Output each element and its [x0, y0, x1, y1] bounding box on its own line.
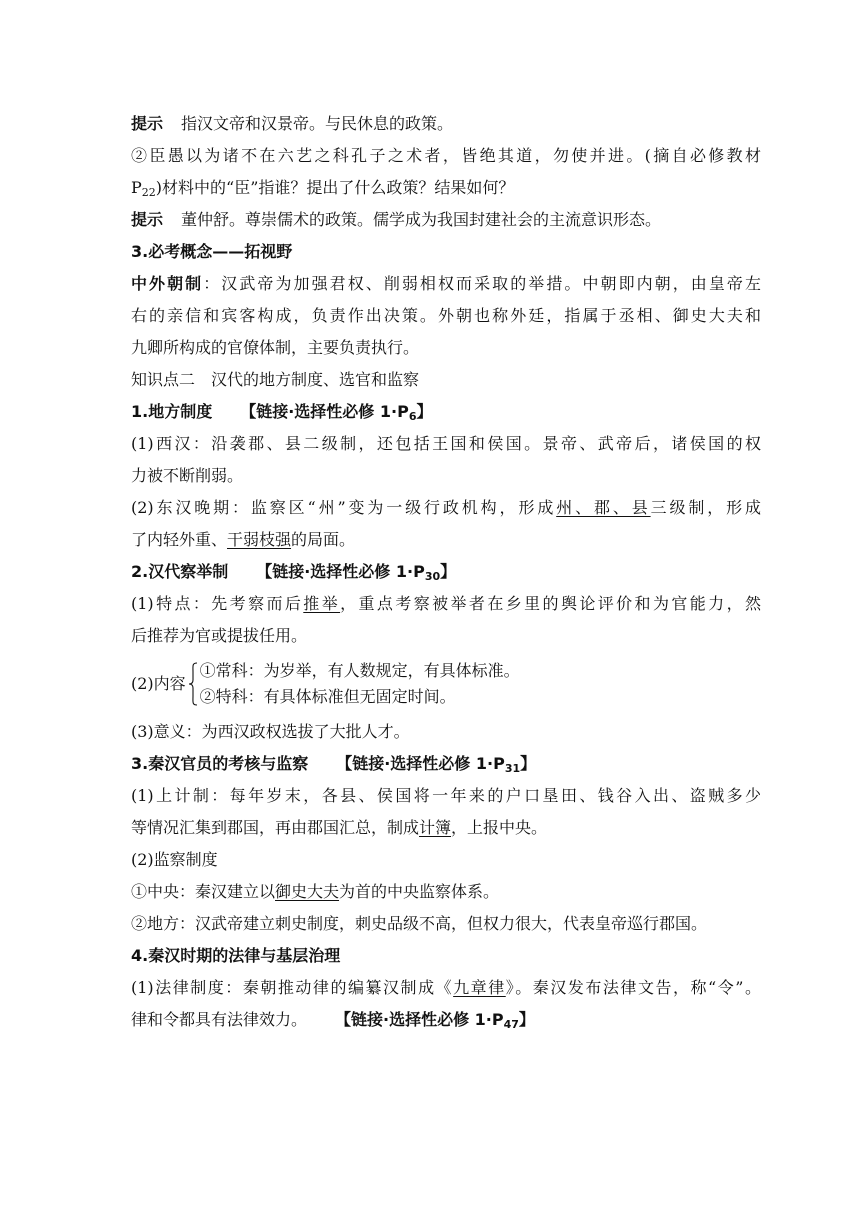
para-eastern-han-cont: 了内轻外重、干弱枝强的局面。: [131, 530, 356, 549]
para-chaju-feature-cont: 后推荐为官或提拔任用。: [131, 626, 308, 645]
para-supervision: (2)监察制度: [131, 850, 218, 869]
underlined-answer: 推举: [303, 594, 341, 613]
para-chaju-meaning: (3)意义：为西汉政权选拔了大批人才。: [131, 722, 410, 741]
brace-item-1: ①常科：为岁举，有人数规定，有具体标准。: [199, 661, 520, 680]
brace-icon: [188, 662, 198, 706]
document-page: [131, 108, 761, 1036]
para-western-han-cont: 力被不断削弱。: [131, 466, 244, 485]
underlined-answer: 州、郡、县: [556, 498, 651, 517]
textbook-link: 【链接·选择性必修 $1\cdot P_6$】: [240, 402, 433, 423]
section-heading-law: 4.秦汉时期的法律与基层治理: [131, 946, 341, 965]
brace-label: (2)内容: [131, 674, 186, 693]
para-shangji: (1)上计制：每年岁末，各县、侯国将一年来的户口垦田、钱谷入出、盗贼多少: [131, 786, 761, 805]
textbook-link: 【链接·选择性必修 $1\cdot P_{47}$】: [335, 1010, 535, 1031]
hint-line-2: [131, 204, 761, 236]
hint-label: 提示: [131, 210, 164, 229]
section-heading-concept: 3.必考概念——拓视野: [131, 242, 293, 261]
section-heading-local-system: 1.地方制度 【链接·选择性必修 $1\cdot P_6$】: [131, 402, 433, 423]
textbook-link: 【链接·选择性必修 $1\cdot P_{30}$】: [256, 562, 457, 583]
section-heading-chaju: 2.汉代察举制 【链接·选择性必修 $1\cdot P_{30}$】: [131, 562, 457, 583]
hint-label: 提示: [131, 114, 164, 133]
brace-item-2: ②特科：有具体标准但无固定时间。: [199, 687, 456, 706]
para-shangji-cont: 等情况汇集到郡国，再由郡国汇总，制成计簿，上报中央。: [131, 818, 548, 837]
para-western-han: (1)西汉：沿袭郡、县二级制，还包括王国和侯国。景帝、武帝后，诸侯国的权: [131, 434, 761, 453]
para-chaju-feature: (1)特点：先考察而后推举，重点考察被举者在乡里的舆论评价和为官能力，然: [131, 594, 761, 613]
knowledge-point-title: 知识点二 汉代的地方制度、选官和监察: [131, 370, 420, 389]
underlined-answer: 计簿: [419, 818, 452, 837]
para-local: ②地方：汉武帝建立刺史制度，刺史品级不高，但权力很大，代表皇帝巡行郡国。: [131, 914, 708, 933]
hint-text: 董仲舒。尊崇儒术的政策。儒学成为我国封建社会的主流意识形态。: [181, 210, 662, 229]
para-law: (1)法律制度：秦朝推动律的编纂汉制成《九章律》。秦汉发布法律文告，称“令”。: [131, 978, 761, 997]
hint-line-1: [131, 108, 761, 140]
question-line: $P_{22}$)材料中的“臣”指谁？提出了什么政策？结果如何？: [131, 178, 515, 199]
underlined-answer: 干弱枝强: [227, 530, 292, 549]
hint-text: 指汉文帝和汉景帝。与民休息的政策。: [181, 114, 454, 133]
textbook-link: 【链接·选择性必修 $1\cdot P_{31}$】: [336, 754, 537, 775]
underlined-answer: 九章律: [453, 978, 506, 997]
chaju-content-brace: [131, 652, 761, 716]
concept-line-2: 右的亲信和宾客构成，负责作出决策。外朝也称外廷，指属于丞相、御史大夫和: [131, 306, 761, 325]
para-eastern-han: (2)东汉晚期：监察区“州”变为一级行政机构，形成州、郡、县三级制，形成: [131, 498, 761, 517]
concept-line-3: 九卿所构成的官僚体制，主要负责执行。: [131, 338, 420, 357]
quote-text: ②臣愚以为诸不在六艺之科孔子之术者，皆绝其道，勿使并进。(摘自必修教材: [131, 146, 761, 165]
para-law-cont: 律和令都具有法律效力。 【链接·选择性必修 $1\cdot P_{47}$】: [131, 1010, 535, 1031]
quote-line: [131, 140, 761, 172]
para-central: ①中央：秦汉建立以御史大夫为首的中央监察体系。: [131, 882, 500, 901]
underlined-answer: 御史大夫: [275, 882, 340, 901]
section-heading-assessment: 3.秦汉官员的考核与监察 【链接·选择性必修 $1\cdot P_{31}$】: [131, 754, 537, 775]
concept-term: 中外朝制: [131, 274, 204, 293]
concept-line-1: 中外朝制：汉武帝为加强君权、削弱相权而采取的举措。中朝即内朝，由皇帝左: [131, 274, 761, 293]
